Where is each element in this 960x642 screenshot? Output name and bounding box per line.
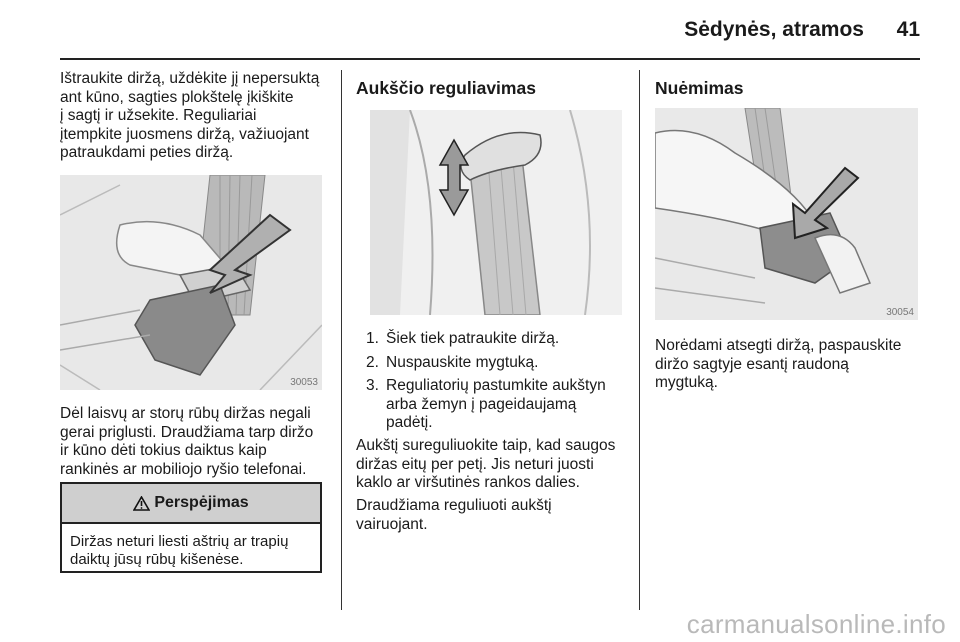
- warning-box: [60, 482, 322, 573]
- text-line: vairuojant.: [356, 515, 428, 533]
- step-number: 2.: [366, 353, 379, 371]
- height-adjuster-drawing: [370, 110, 622, 315]
- text-line: Ištraukite diržą, uždėkite jį nepersuktą: [60, 70, 320, 87]
- watermark: carmanualsonline.info: [686, 609, 946, 639]
- text-line: arba žemyn į pageidaujamą: [386, 395, 577, 413]
- step-item: [356, 377, 631, 433]
- text-line: mygtuką.: [655, 374, 718, 391]
- release-paragraph: [655, 337, 925, 393]
- warning-title: Perspėjimas: [154, 494, 249, 511]
- intro-paragraph: [60, 70, 335, 163]
- height-paragraph: [356, 437, 634, 493]
- clothing-paragraph: [60, 405, 335, 479]
- illustration-height-adjuster: [370, 110, 622, 315]
- text-line: daiktų jūsų rūbų kišenėse.: [70, 551, 244, 568]
- text-line: ant kūno, sagties plokštelę įkiškite: [60, 88, 294, 106]
- figure-number: 30054: [886, 307, 914, 318]
- buckle-release-drawing: [655, 108, 918, 320]
- text-line: Draudžiama reguliuoti aukštį: [356, 497, 552, 514]
- text-line: Reguliatorių pastumkite aukštyn: [386, 377, 606, 394]
- step-item: [356, 330, 631, 349]
- step-number: 3.: [366, 377, 379, 394]
- section-title: Sėdynės, atramos: [684, 18, 864, 41]
- text-line: Aukštį sureguliuokite taip, kad saugos: [356, 437, 616, 454]
- text-line: Dėl laisvų ar storų rūbų diržas negali: [60, 405, 311, 422]
- step-item: [356, 354, 631, 373]
- text-line: Norėdami atsegti diržą, paspauskite: [655, 337, 902, 354]
- text-line: kaklo ar viršutinės rankos dalies.: [356, 474, 580, 491]
- column-divider-1: [341, 70, 342, 610]
- text-line: ir kūno dėti tokius daiktus kaip: [60, 442, 267, 459]
- driving-warning-paragraph: [356, 497, 634, 534]
- text-line: Šiek tiek patraukite diržą.: [386, 330, 560, 347]
- text-line: gerai priglusti. Draudžiama tarp diržo: [60, 423, 314, 441]
- text-line: diržo sagtyje esantį raudoną: [655, 355, 849, 373]
- step-number: 1.: [366, 330, 379, 347]
- buckle-fasten-drawing: [60, 175, 322, 390]
- warning-triangle-icon: [133, 496, 150, 511]
- text-line: diržas eitų per petį. Jis neturi juosti: [356, 455, 594, 473]
- text-line: Diržas neturi liesti aštrių ar trapių: [70, 533, 289, 550]
- text-line: patraukdami peties diržą.: [60, 144, 234, 161]
- figure-number: 30053: [290, 377, 318, 388]
- height-adjustment-heading: Aukščio reguliavimas: [356, 78, 536, 98]
- adjustment-steps: [356, 330, 631, 438]
- column-divider-2: [639, 70, 640, 610]
- warning-header: [62, 484, 320, 524]
- illustration-buckle-fasten: [60, 175, 322, 390]
- removal-heading: Nuėmimas: [655, 78, 744, 98]
- warning-text: [62, 524, 320, 569]
- text-line: Nuspauskite mygtuką.: [386, 353, 539, 371]
- illustration-buckle-release: [655, 108, 918, 320]
- text-line: padėtį.: [386, 414, 433, 431]
- text-line: įtempkite juosmens diržą, važiuojant: [60, 125, 309, 143]
- header-divider: [60, 58, 920, 60]
- text-line: į sagtį ir užsekite. Reguliariai: [60, 107, 257, 124]
- text-line: rankinės ar mobiliojo ryšio telefonai.: [60, 460, 307, 478]
- page-number: 41: [896, 18, 920, 41]
